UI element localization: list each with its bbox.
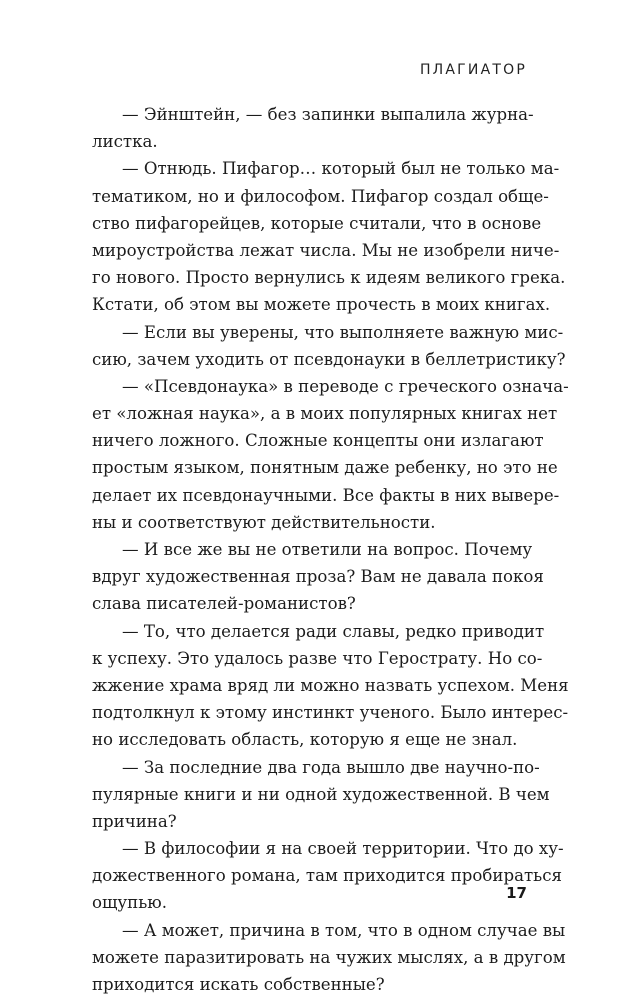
text-line: делает их псевдонаучными. Все факты в них выверe- [92,485,560,505]
text-line: ны и соответствуют действительности. [92,512,436,532]
paragraph-first-line: — Эйнштейн, — без запинки выпалила журна- [122,105,534,124]
paragraph-first-line: — Если вы уверены, что выполняете важную мис- [122,322,564,342]
text-line: подтолкнул к этому инстинкт ученого. Было интерес- [92,703,569,723]
text-line: Кстати, об этом вы можете прочесть в моих книгах. [92,295,551,315]
text-line: дожественного романа, там приходится пробираться [92,866,562,886]
text-line: можете паразитировать на чужих мыслях, а в другом [92,947,566,967]
text-line: к успеху. Это удалось разве что Герострату. Но со- [92,648,543,668]
text-line: го нового. Просто вернулись к идеям великого грека. [92,268,566,288]
text-line: причина? [92,811,177,831]
text-line: ство пифагорейцев, которые считали, что в основе [92,213,542,233]
text-line: приходится искать собственные? [92,975,385,994]
paragraph-first-line: — «Псевдонаука» в переводе с греческого означа- [122,376,569,396]
paragraph-first-line: — То, что делается ради славы, редко приводит [122,621,545,641]
text-line: слава писателей-романистов? [92,594,356,614]
text-line: ощупью. [92,893,167,913]
text-line: тематиком, но и философом. Пифагор создал обще- [92,186,549,206]
running-header: ПЛАГИАТОР [419,62,527,78]
text-line: сию, зачем уходить от псевдонауки в беллетристику? [92,349,566,369]
text-line: мироустройства лежат числа. Мы не изобрели ниче- [92,240,560,260]
paragraph-first-line: — В философии я на своей территории. Что до ху- [122,839,564,859]
paragraph-first-line: — А может, причина в том, что в одном случае вы [122,920,566,940]
page-number: 17 [506,884,527,902]
paragraph-first-line: — За последние два года вышло две научно-по- [122,757,540,777]
text-line: пулярные книги и ни одной художественной. В чем [92,784,550,804]
text-line: листка. [92,132,158,152]
text-line: но исследовать область, которую я еще не знал. [92,730,518,750]
text-line: ет «ложная наука», а в моих популярных книгах нет [92,404,558,424]
text-line: вдруг художественная проза? Вам не давала покоя [92,567,544,587]
paragraph-first-line: — И все же вы не ответили на вопрос. Почему [122,540,533,559]
text-line: жжение храма вряд ли можно назвать успехом. Меня [92,675,569,695]
text-line: ничего ложного. Сложные концепты они излагают [92,431,544,451]
text-line: простым языком, понятным даже ребенку, но это не [92,458,558,478]
paragraph-first-line: — Отнюдь. Пифагор… который был не только ма- [122,159,560,179]
